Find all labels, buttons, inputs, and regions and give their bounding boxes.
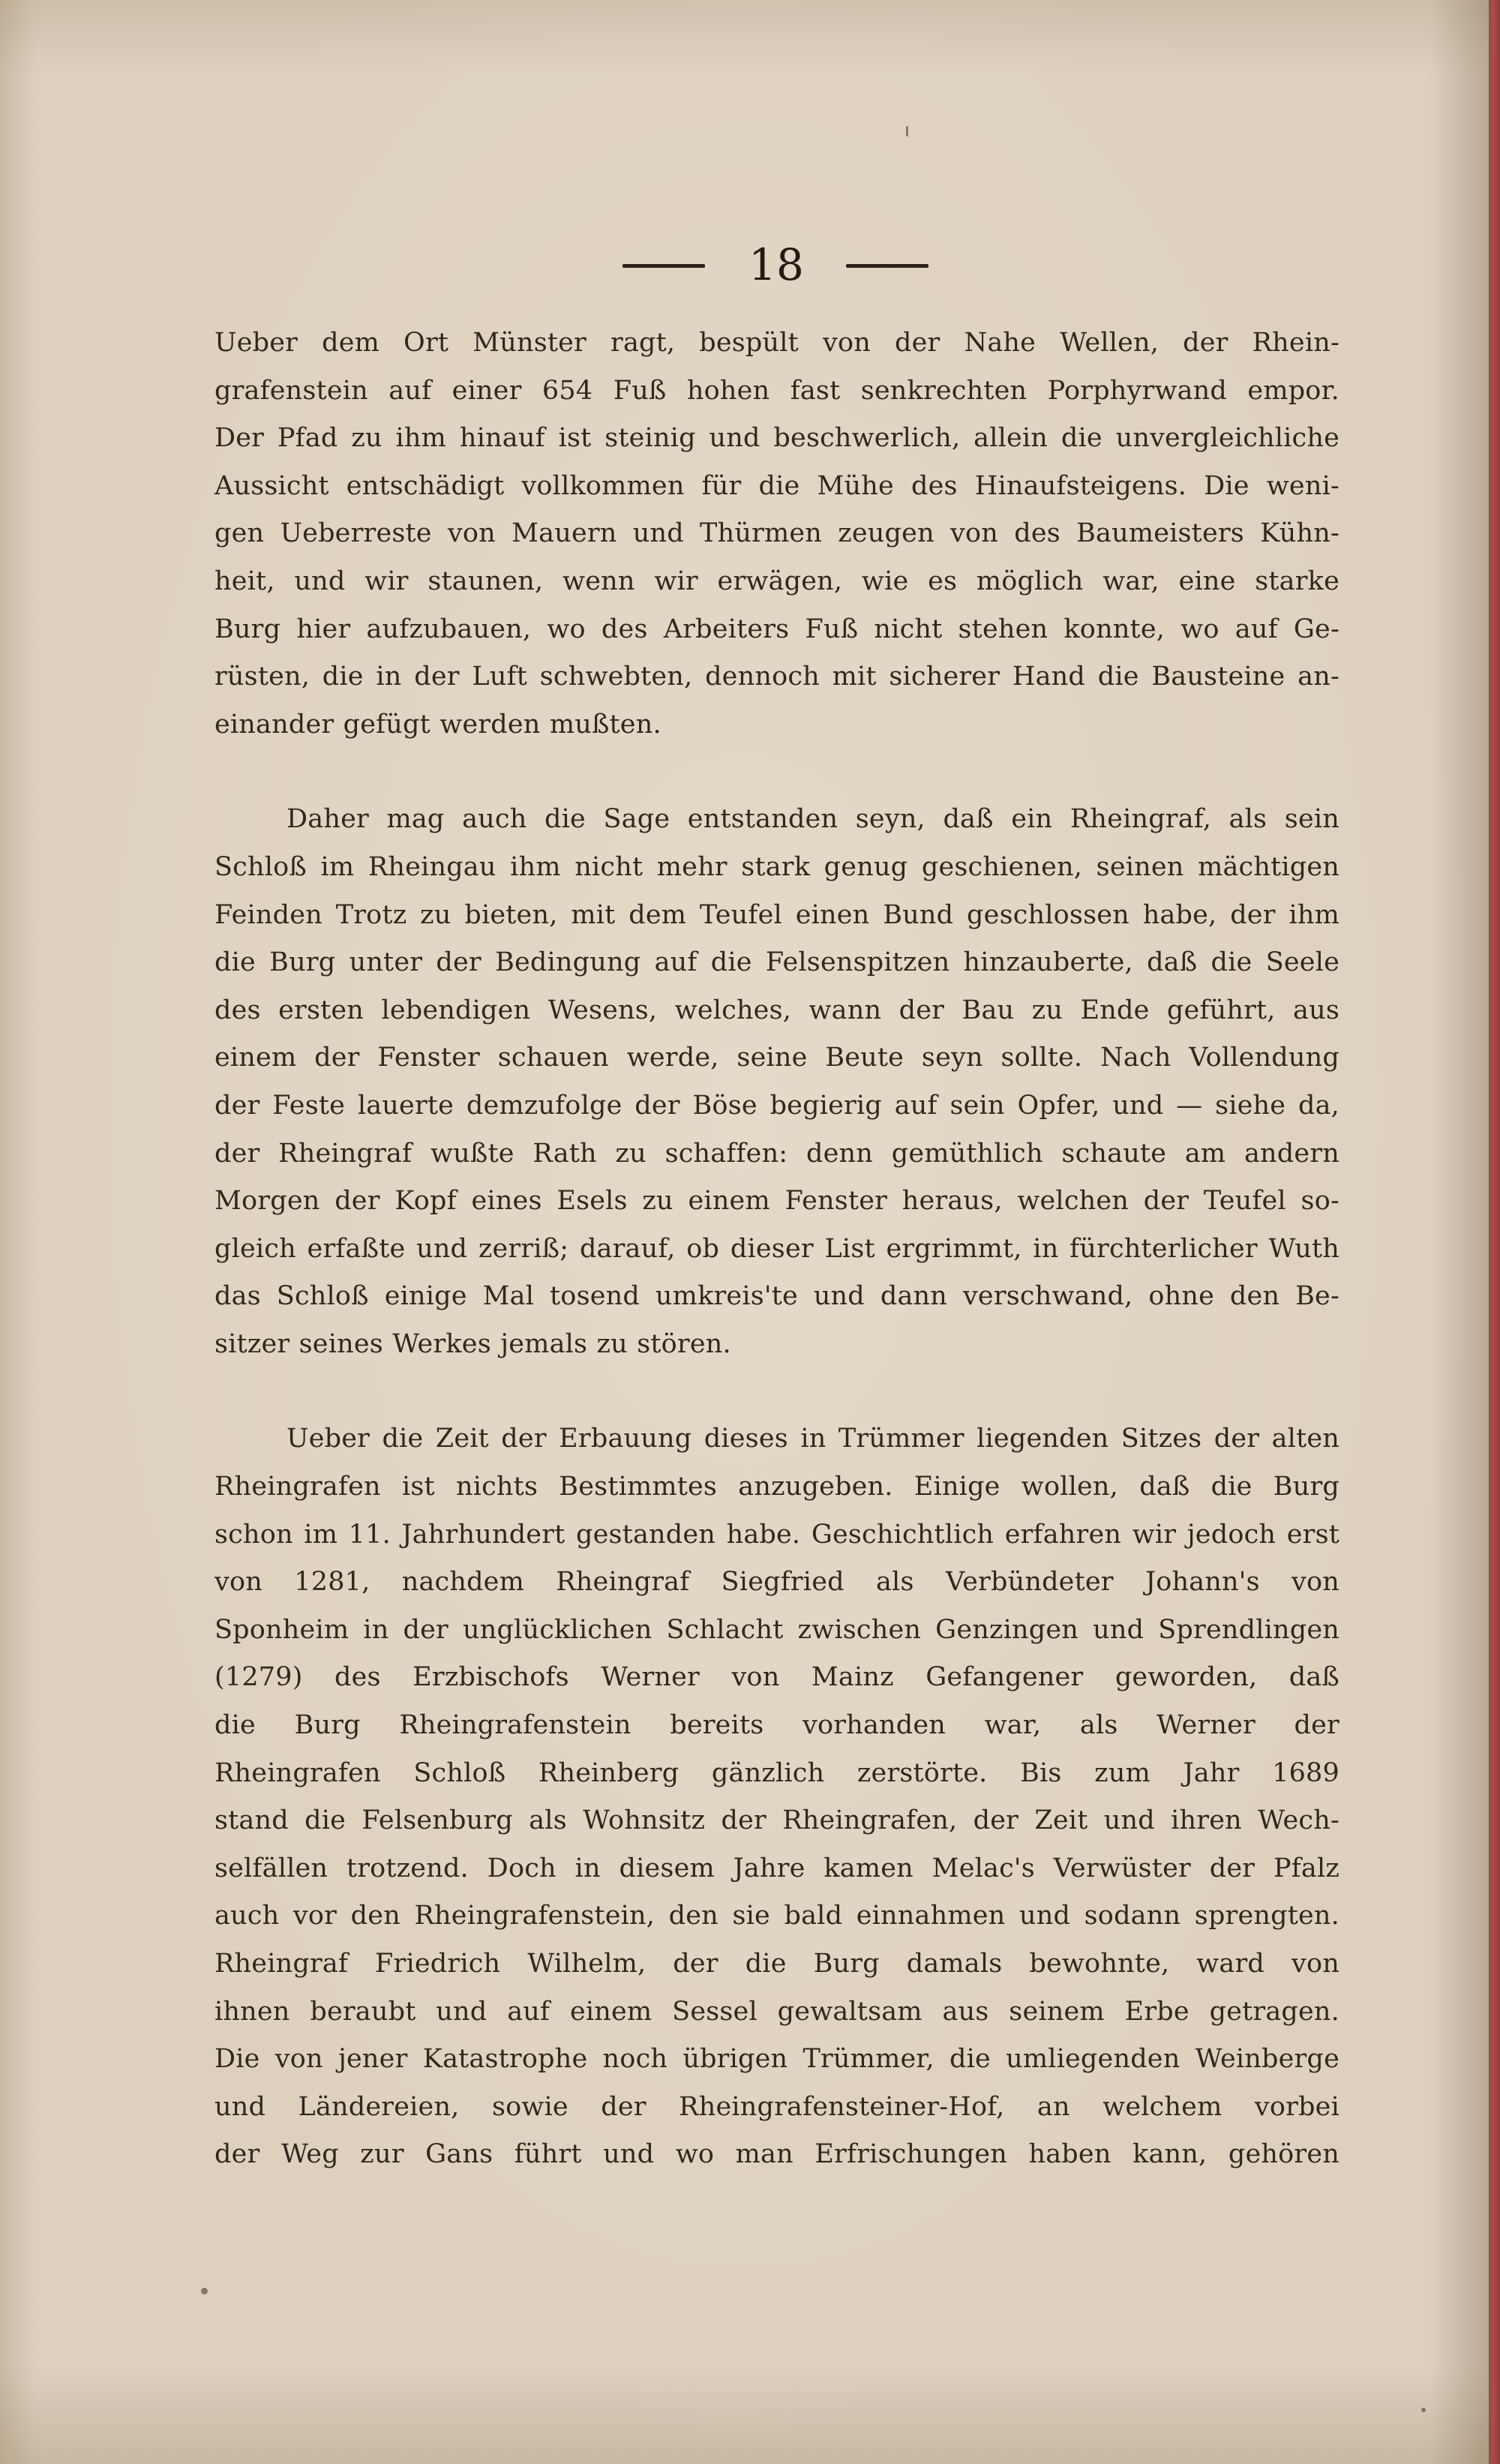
text-line: gleich erfaßte und zerriß; darauf, ob dieser List ergrimmt, in fürchterlicher Wuth [214, 1233, 1340, 1264]
text-line: Ueber die Zeit der Erbauung dieses in Trümmer liegenden Sitzes der alten [286, 1424, 1340, 1454]
text-line: rüsten, die in der Luft schwebten, dennoch mit sicherer Hand die Bausteine an- [214, 662, 1340, 692]
paragraph-1 [214, 320, 1340, 749]
book-spine-edge [1489, 0, 1500, 2464]
text-line: Die von jener Katastrophe noch übrigen Trümmer, die umliegenden Weinberge [214, 2044, 1340, 2075]
text-line: grafenstein auf einer 654 Fuß hohen fast senkrechten Porphyrwand empor. [214, 375, 1340, 406]
text-line: stand die Felsenburg als Wohnsitz der Rheingrafen, der Zeit und ihren Wech- [214, 1805, 1340, 1836]
paragraph-gap [214, 749, 1340, 796]
text-line: und Ländereien, sowie der Rheingrafensteiner-Hof, an welchem vorbei [214, 2091, 1340, 2122]
text-line: der Rheingraf wußte Rath zu schaffen: denn gemüthlich schaute am andern [214, 1138, 1340, 1169]
text-line: (1279) des Erzbischofs Werner von Mainz Gefangener geworden, daß [214, 1662, 1340, 1693]
text-line: schon im 11. Jahrhundert gestanden habe. Geschichtlich erfahren wir jedoch erst [214, 1519, 1340, 1550]
text-line: Feinden Trotz zu bieten, mit dem Teufel einen Bund geschlossen habe, der ihm [214, 899, 1340, 930]
text-line: die Burg Rheingrafenstein bereits vorhanden war, als Werner der [214, 1710, 1340, 1741]
text-line: gen Ueberreste von Mauern und Thürmen zeugen von des Baumeisters Kühn- [214, 518, 1340, 549]
text-line: das Schloß einige Mal tosend umkreis'te und dann verschwand, ohne den Be- [214, 1281, 1340, 1312]
body-text [214, 320, 1340, 2179]
paragraph-3 [214, 1415, 1340, 2179]
text-line: Aussicht entschädigt vollkommen für die Mühe des Hinaufsteigens. Die weni- [214, 470, 1340, 501]
text-line: die Burg unter der Bedingung auf die Felsenspitzen hinzauberte, daß die Seele [214, 947, 1340, 978]
paragraph-gap [214, 1368, 1340, 1415]
header-rule-left [622, 264, 705, 268]
paragraph-2 [214, 796, 1340, 1368]
text-line: Ueber dem Ort Münster ragt, bespült von der Nahe Wellen, der Rhein- [214, 328, 1340, 358]
text-line: des ersten lebendigen Wesens, welches, wann der Bau zu Ende geführt, aus [214, 995, 1340, 1025]
text-line: Rheingrafen ist nichts Bestimmtes anzugeben. Einige wollen, daß die Burg [214, 1472, 1340, 1502]
text-line: Burg hier aufzubauen, wo des Arbeiters Fuß nicht stehen konnte, wo auf Ge- [214, 614, 1340, 644]
text-line: Schloß im Rheingau ihm nicht mehr stark genug geschienen, seinen mächtigen [214, 851, 1340, 882]
page-header [0, 239, 1500, 291]
text-line: sitzer seines Werkes jemals zu stören. [214, 1328, 731, 1359]
text-line: heit, und wir staunen, wenn wir erwägen, wie es möglich war, eine starke [214, 566, 1340, 596]
text-line: Sponheim in der unglücklichen Schlacht zwischen Genzingen und Sprendlingen [214, 1614, 1340, 1645]
text-line: der Weg zur Gans führt und wo man Erfrischungen haben kann, gehören [214, 2139, 1340, 2170]
text-line: einem der Fenster schauen werde, seine Beute seyn sollte. Nach Vollendung [214, 1043, 1340, 1073]
text-line: einander gefügt werden mußten. [214, 709, 662, 740]
ink-speck [201, 2288, 208, 2294]
text-line: ihnen beraubt und auf einem Sessel gewaltsam aus seinem Erbe getragen. [214, 1996, 1340, 2027]
text-line: Der Pfad zu ihm hinauf ist steinig und beschwerlich, allein die unvergleichliche [214, 423, 1340, 454]
page-number: 18 [748, 239, 804, 290]
text-line: Rheingrafen Schloß Rheinberg gänzlich zerstörte. Bis zum Jahr 1689 [214, 1757, 1340, 1788]
text-line: der Feste lauerte demzufolge der Böse begierig auf sein Opfer, und — siehe da, [214, 1090, 1340, 1121]
ink-speck [906, 126, 908, 137]
text-line: Rheingraf Friedrich Wilhelm, der die Burg damals bewohnte, ward von [214, 1949, 1340, 1979]
text-line: selfällen trotzend. Doch in diesem Jahre kamen Melac's Verwüster der Pfalz [214, 1853, 1340, 1883]
header-rule-right [846, 264, 928, 268]
text-line: Morgen der Kopf eines Esels zu einem Fenster heraus, welchen der Teufel so- [214, 1186, 1340, 1217]
text-line: auch vor den Rheingrafenstein, den sie bald einnahmen und sodann sprengten. [214, 1901, 1340, 1931]
text-line: Daher mag auch die Sage entstanden seyn, daß ein Rheingraf, als sein [286, 804, 1340, 835]
text-line: von 1281, nachdem Rheingraf Siegfried als Verbündeter Johann's von [214, 1567, 1340, 1598]
ink-speck [1421, 2408, 1426, 2412]
